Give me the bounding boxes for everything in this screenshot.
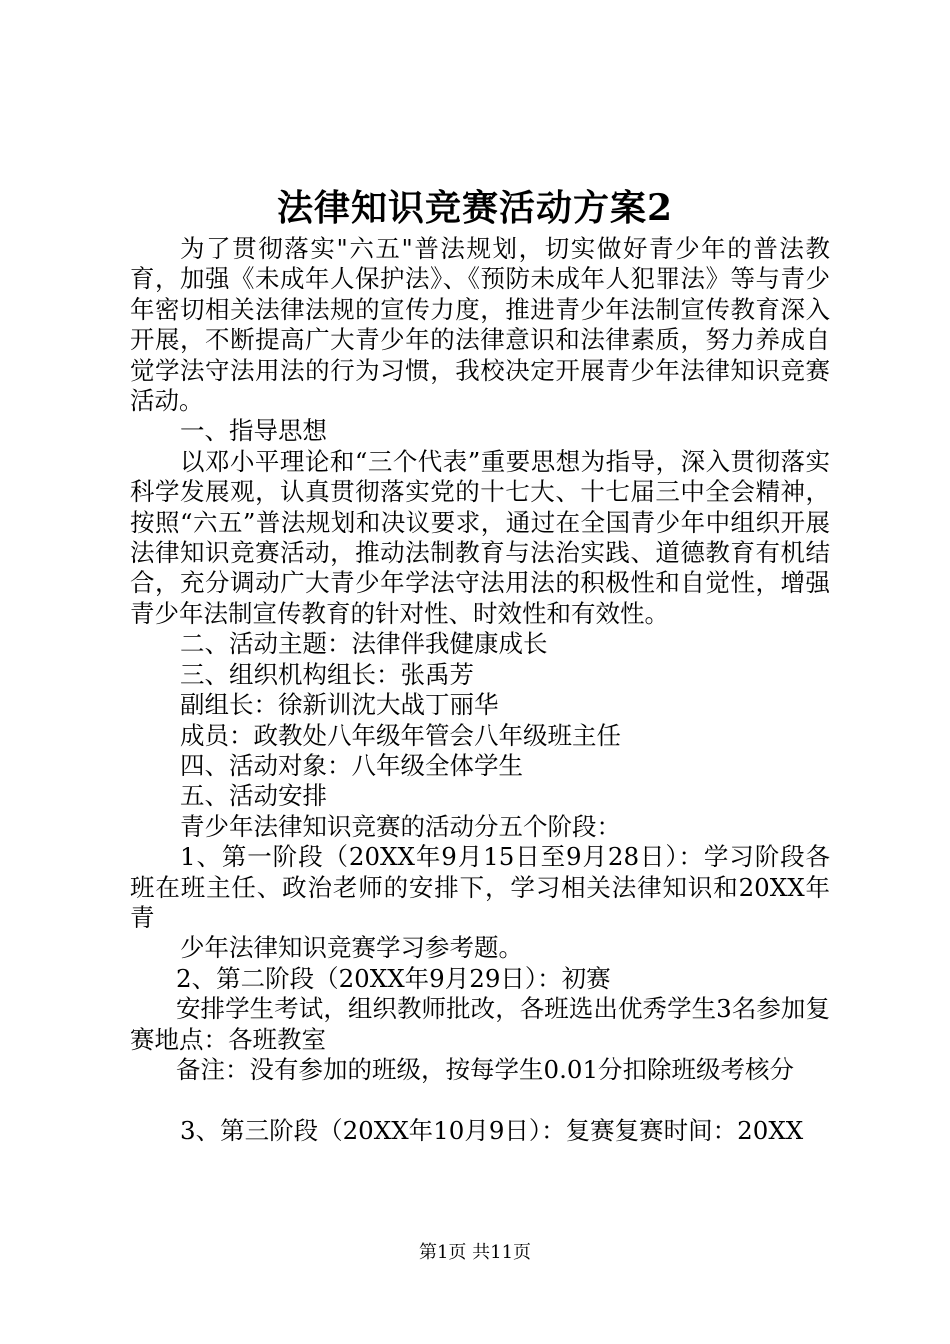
- heading-activity-theme: 二、活动主题：法律伴我健康成长: [180, 629, 548, 659]
- paragraph-deputy-leaders: 副组长：徐新训沈大战丁丽华: [180, 690, 499, 720]
- paragraph-stage-one-cont: 少年法律知识竞赛学习参考题。: [180, 933, 523, 963]
- heading-guiding-ideology: 一、指导思想: [180, 416, 327, 446]
- heading-activity-target: 四、活动对象：八年级全体学生: [180, 750, 523, 780]
- paragraph-intro: 为了贯彻落实"六五"普法规划，切实做好青少年的普法教育，加强《未成年人保护法》、《预防未成年人犯罪法》等与青少年密切相关法律法规的宣传力度，推进青少年法制宣传教育深入开展，不断提高广大青少年的法律意识和法律素质，努力养成自觉学法守法用法的行为习惯，我校决定开展青少年法律知识竞赛活动。: [130, 234, 830, 416]
- paragraph-note: 备注：没有参加的班级，按每学生0.01分扣除班级考核分: [176, 1054, 795, 1084]
- paragraph-members: 成员：政教处八年级年管会八年级班主任: [180, 720, 621, 750]
- heading-activity-schedule: 五、活动安排: [180, 781, 327, 811]
- paragraph-stage-three: 3、第三阶段（20XX年10月9日）：复赛复赛时间：20XX: [180, 1115, 804, 1145]
- document-title: 法律知识竞赛活动方案2: [276, 187, 674, 229]
- paragraph-stage-two: 2、第二阶段（20XX年9月29日）：初赛: [176, 963, 611, 993]
- paragraph-stage-one: 1、第一阶段（20XX年9月15日至9月28日）：学习阶段各班在班主任、政治老师的安排下，学习相关法律知识和20XX年青: [130, 842, 830, 932]
- paragraph-stage-two-detail: 安排学生考试，组织教师批改，各班选出优秀学生3名参加复赛地点：各班教室: [130, 994, 830, 1054]
- heading-organization: 三、组织机构组长：张禹芳: [180, 659, 474, 689]
- paragraph-guiding-ideology: 以邓小平理论和“三个代表”重要思想为指导，深入贯彻落实科学发展观，认真贯彻落实党的十七大、十七届三中全会精神，按照“六五”普法规划和决议要求，通过在全国青少年中组织开展法律知识竞赛活动，推动法制教育与法治实践、道德教育有机结合，充分调动广大青少年学法守法用法的积极性和自觉性，增强青少年法制宣传教育的针对性、时效性和有效性。: [130, 446, 830, 628]
- page-number-footer: 第1页 共11页: [418, 1242, 532, 1263]
- paragraph-spacer: [130, 1085, 830, 1115]
- paragraph-stages-intro: 青少年法律知识竞赛的活动分五个阶段：: [180, 811, 621, 841]
- document-body: [130, 234, 830, 1146]
